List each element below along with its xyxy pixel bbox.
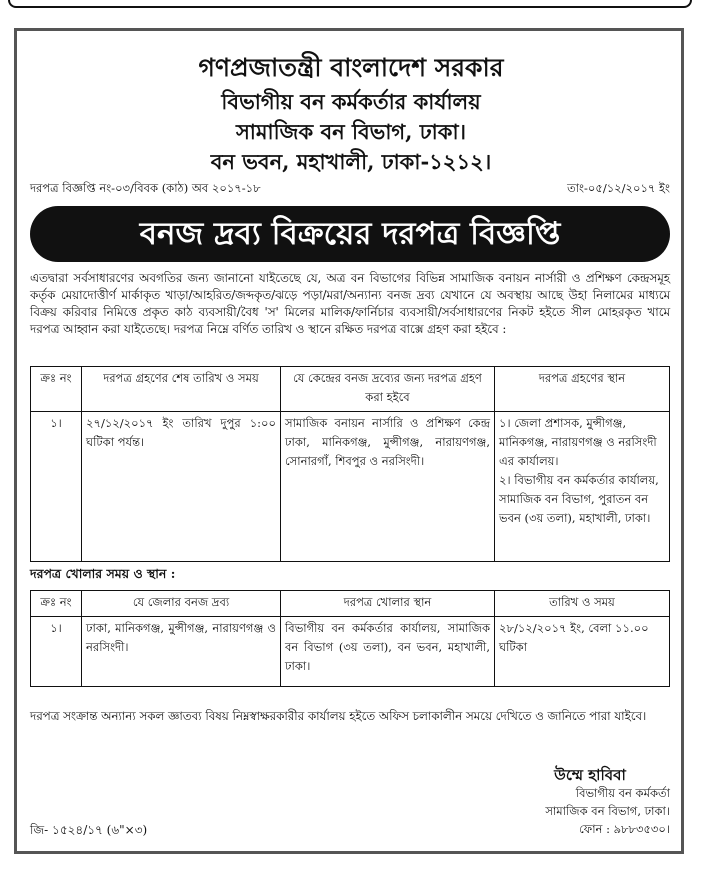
table-row <box>31 617 670 687</box>
opening-table <box>30 590 670 687</box>
col-serial: ক্রঃ নং <box>31 367 82 412</box>
office-title: বিভাগীয় বন কর্মকর্তার কার্যালয় <box>221 89 481 114</box>
signature-block <box>470 766 670 838</box>
col-opening-place: দরপত্র খোলার স্থান <box>281 591 495 617</box>
signatory-phone: ফোন : ৯৮৮৩৫৩০। <box>579 822 670 836</box>
document-number: জি- ১৫২৪/১৭ (৬"×৩) <box>30 823 148 837</box>
closing-paragraph: দরপত্র সংক্রান্ত অন্যান্য সকল জ্ঞাতব্য বিষয় নিম্নস্বাক্ষরকারীর কার্যালয় হইতে অফিস চলাকালীন সময়ে দেখিতে ও জানিতে পারা যাইবে। <box>30 709 647 723</box>
table-header-row <box>31 367 670 412</box>
address-title: বন ভবন, মহাখালী, ঢাকা-১২১২। <box>210 149 492 174</box>
memo-date: তাং-০৫/১২/২০১৭ ইং <box>567 181 670 195</box>
signatory-designation: বিভাগীয় বন কর্মকর্তা <box>575 786 670 800</box>
cell-date-time: ২৮/১২/২০১৭ ইং, বেলা ১১.০০ ঘটিকা <box>495 617 670 687</box>
cell-serial: ১। <box>31 617 82 687</box>
submission-table <box>30 366 670 562</box>
top-border-strip <box>8 0 692 8</box>
col-centers: যে কেন্দ্রের বনজ দ্রব্যের জন্য দরপত্র গ্রহণ করা হইবে <box>281 367 495 412</box>
col-submission-place: দরপত্র গ্রহণের স্থান <box>495 367 670 412</box>
department-title: সামাজিক বন বিভাগ, ঢাকা। <box>235 119 467 144</box>
opening-section-title: দরপত্র খোলার সময় ও স্থান : <box>30 566 176 581</box>
col-deadline: দরপত্র গ্রহণের শেষ তারিখ ও সময় <box>82 367 281 412</box>
memo-number: দরপত্র বিজ্ঞপ্তি নং-০৩/বিবক (কাঠ) অব ২০১৭-১৮ <box>30 181 261 195</box>
col-serial: ক্রঃ নং <box>31 591 82 617</box>
cell-centers: সামাজিক বনায়ন নার্সারি ও প্রশিক্ষণ কেন্দ্র ঢাকা, মানিকগঞ্জ, মুন্সীগঞ্জ, নারায়ণগঞ্জ, সোনারগাঁ, শিবপুর ও নরসিংদী। <box>281 412 495 562</box>
notice-banner: বনজ দ্রব্য বিক্রয়ের দরপত্র বিজ্ঞপ্তি <box>30 206 670 262</box>
government-title: গণপ্রজাতন্ত্রী বাংলাদেশ সরকার <box>198 53 504 82</box>
table-header-row <box>31 591 670 617</box>
cell-deadline: ২৭/১২/২০১৭ ইং তারিখ দুপুর ১:০০ ঘটিকা পর্যন্ত। <box>82 412 281 562</box>
cell-opening-place: বিভাগীয় বন কর্মকর্তার কার্যালয়, সামাজিক বন বিভাগ (৩য় তলা), বন ভবন, মহাখালী, ঢাকা। <box>281 617 495 687</box>
submission-place-1: ১। জেলা প্রশাসক, মুন্সীগঞ্জ, মানিকগঞ্জ, নারায়ণগঞ্জ ও নরসিংদী এর কার্যালয়। <box>499 416 657 468</box>
table-row <box>31 412 670 562</box>
col-district: যে জেলার বনজ দ্রব্য <box>82 591 281 617</box>
signatory-name: উম্মে হাবিবা <box>554 766 626 784</box>
intro-paragraph: এতদ্বারা সর্বসাধারণের অবগতির জন্য জানানো যাইতেছে যে, অত্র বন বিভাগের বিভিন্ন সামাজিক বনায়ন নার্সারী ও প্রশিক্ষণ কেন্দ্রসমূহ কর্তৃক মেয়াদোত্তীর্ণ মার্কাকৃত খাড়া/আহরিত/জব্দকৃত/ঝড়ে পড়া/মরা/অন্যান্য বনজ দ্রব্য যেখানে যে অবস্থায় আছে উহা নিলামের মাধ্যমে বিক্রয় করিবার নিমিত্তে প্রকৃত কাঠ ব্যবসায়ী/বৈধ 'স' মিলের মালিক/ফার্নিচার ব্যবসায়ী/সর্বসাধারণের নিকট হইতে সীল মোহরকৃত খামে দরপত্র আহ্বান করা যাইতেছে। দরপত্র নিম্নে বর্ণিত তারিখ ও স্থানে রক্ষিত দরপত্র বাক্সে গ্রহণ করা হইবে : <box>30 271 670 336</box>
col-date-time: তারিখ ও সময় <box>495 591 670 617</box>
submission-place-2: ২। বিভাগীয় বন কর্মকর্তার কার্যালয়, সামাজিক বন বিভাগ, পুরাতন বন ভবন (৩য় তলা), মহাখালী, ঢাকা। <box>499 473 659 525</box>
cell-serial: ১। <box>31 412 82 562</box>
cell-submission-place <box>495 412 670 562</box>
signatory-office: সামাজিক বন বিভাগ, ঢাকা। <box>545 804 670 818</box>
cell-district: ঢাকা, মানিকগঞ্জ, মুন্সীগঞ্জ, নারায়ণগঞ্জ ও নরসিংদী। <box>82 617 281 687</box>
